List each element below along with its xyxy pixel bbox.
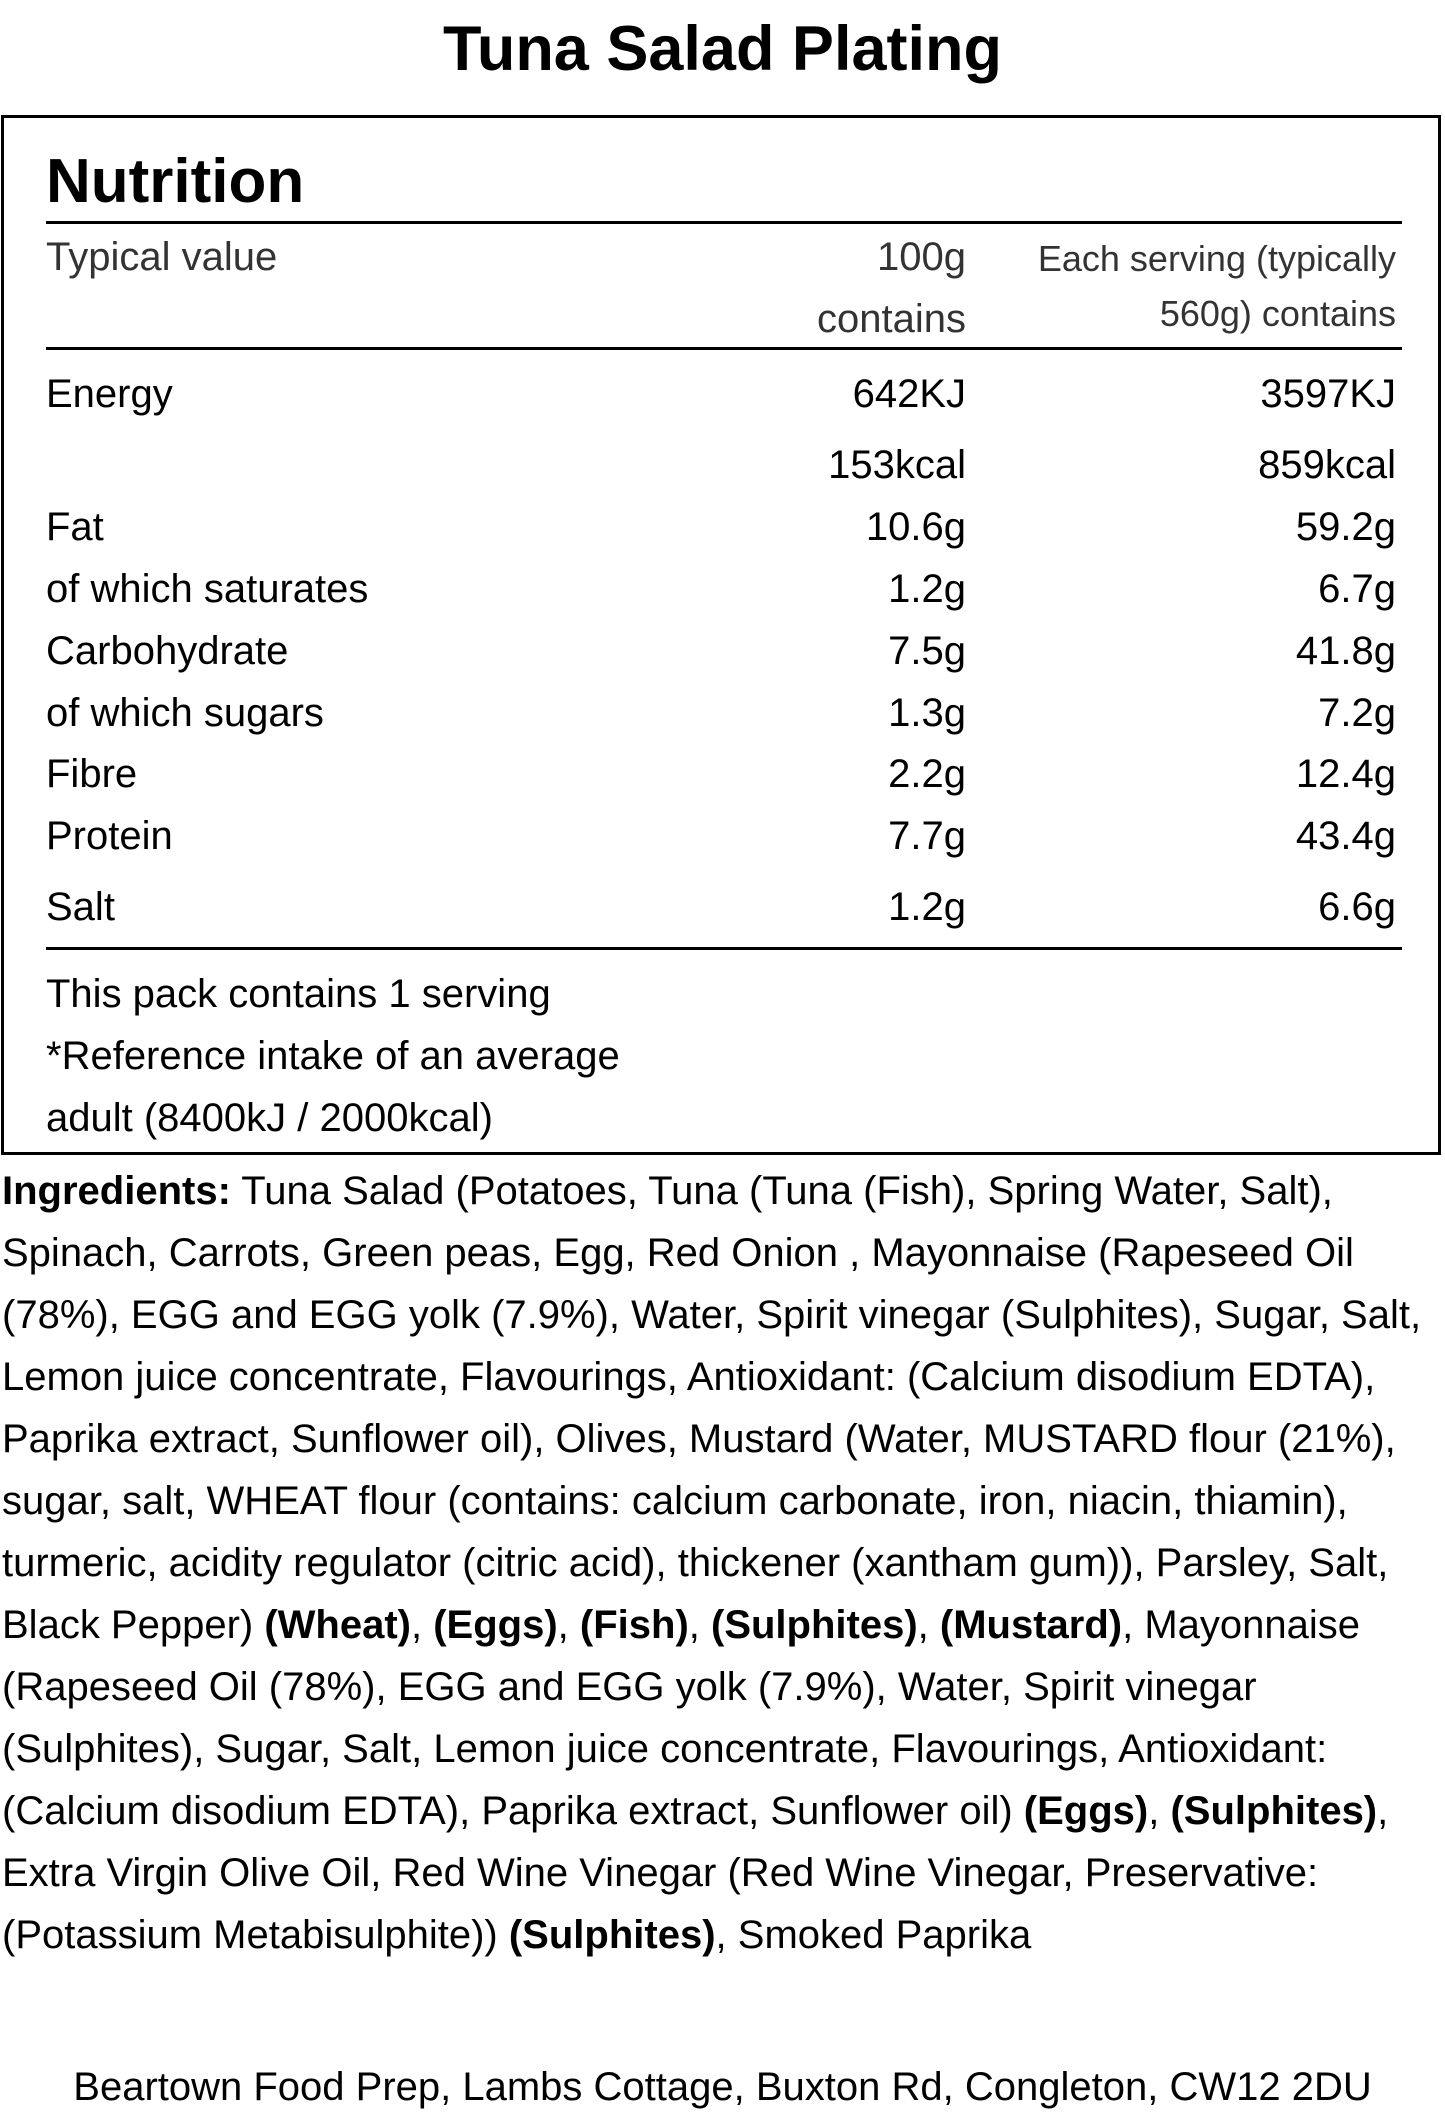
ingredients-text: , Smoked Paprika — [715, 1913, 1032, 1957]
row-serving: 41.8g — [1295, 629, 1396, 673]
row-serving: 7.2g — [1318, 691, 1396, 735]
row-per100: 2.2g — [888, 752, 966, 796]
company-address: Beartown Food Prep, Lambs Cottage, Buxton Rd, Congleton, CW12 2DU — [73, 2065, 1372, 2109]
row-per100: 10.6g — [865, 505, 966, 549]
row-label: Carbohydrate — [46, 629, 289, 673]
header-serving-line2: 560g) contains — [1159, 293, 1396, 334]
row-label: Protein — [46, 814, 173, 858]
header-serving-line1: Each serving (typically — [1037, 238, 1396, 279]
ingredients-text: , — [688, 1603, 711, 1647]
row-label: Fat — [46, 505, 104, 549]
row-label: Fibre — [46, 752, 138, 796]
allergen-fish: (Fish) — [579, 1603, 689, 1647]
header-per100-line1: 100g — [877, 235, 966, 279]
allergen-mustard: (Mustard) — [939, 1603, 1123, 1647]
serving-note-line: adult (8400kJ / 2000kcal) — [46, 1096, 493, 1140]
divider-header — [46, 347, 1402, 350]
row-per100: 7.7g — [888, 814, 966, 858]
ingredients-text: , Mayonnaise (Rapeseed Oil (78%), EGG and EGG yolk (7.9%), Water, Spirit vinegar (Sulphites), Sugar, Salt, Lemon juice concentrate, Flavourings, Antioxidant: (Calcium disodium EDTA), Paprika extract, Sunflower oil) — [2, 1603, 1361, 1833]
row-per100: 1.2g — [888, 567, 966, 611]
serving-note — [46, 963, 620, 1149]
ingredients-paragraph — [2, 1160, 1445, 1966]
ingredients-text: Tuna Salad (Potatoes, Tuna (Tuna (Fish), Spring Water, Salt), Spinach, Carrots, Green peas, Egg, Red Onion , Mayonnaise (Rapeseed Oil (78%), EGG and EGG yolk (7.9%), Water, Spirit vinegar (Sulphites), Sugar, Salt, Lemon juice concentrate, Flavourings, Antioxidant: (Calcium disodium EDTA), Paprika extract, Sunflower oil), Olives, Mustard (Water, MUSTARD flour (21%), sugar, salt, WHEAT flour (contains: calcium carbonate, iron, niacin, thiamin), turmeric, acidity regulator (citric acid), thickener (xantham gum)), Parsley, Salt, Black Pepper) — [2, 1169, 1422, 1647]
allergen-eggs: (Eggs) — [433, 1603, 558, 1647]
row-per100: 642KJ — [852, 372, 966, 416]
row-per100: 7.5g — [888, 629, 966, 673]
ingredients-text: , — [410, 1603, 434, 1647]
header-typical-value: Typical value — [46, 235, 278, 279]
row-serving: 59.2g — [1295, 505, 1396, 549]
row-serving: 6.7g — [1318, 567, 1396, 611]
row-label: Energy — [46, 372, 173, 416]
ingredients-label: Ingredients: — [2, 1169, 231, 1213]
divider-top — [46, 221, 1402, 224]
row-per100: 153kcal — [828, 443, 966, 487]
row-label: Salt — [46, 885, 115, 929]
row-serving: 3597KJ — [1260, 372, 1396, 416]
allergen-sulphites: (Sulphites) — [508, 1913, 716, 1957]
serving-note-line: This pack contains 1 serving — [46, 972, 551, 1016]
ingredients-text: , — [917, 1603, 940, 1647]
allergen-sulphites: (Sulphites) — [711, 1603, 918, 1647]
allergen-wheat: (Wheat) — [264, 1603, 411, 1647]
row-serving: 12.4g — [1295, 752, 1396, 796]
ingredients-text: , — [557, 1603, 580, 1647]
header-per100-line2: contains — [817, 297, 966, 341]
allergen-eggs: (Eggs) — [1023, 1789, 1149, 1833]
row-per100: 1.3g — [888, 691, 966, 735]
nutrition-panel — [1, 115, 1441, 1155]
ingredients-text: , — [1148, 1789, 1171, 1833]
serving-note-line: *Reference intake of an average — [46, 1034, 620, 1078]
row-serving: 6.6g — [1318, 885, 1396, 929]
allergen-sulphites: (Sulphites) — [1170, 1789, 1378, 1833]
row-per100: 1.2g — [888, 885, 966, 929]
nutrition-heading: Nutrition — [46, 147, 305, 216]
page-title: Tuna Salad Plating — [443, 14, 1002, 84]
row-label: of which sugars — [46, 691, 324, 735]
ingredients-text: , Extra Virgin Olive Oil, Red Wine Vinegar (Red Wine Vinegar, Preservative: (Potassium Metabisulphite)) — [2, 1789, 1389, 1957]
row-label: of which saturates — [46, 567, 369, 611]
row-serving: 859kcal — [1258, 443, 1396, 487]
divider-bottom — [46, 947, 1402, 950]
row-serving: 43.4g — [1295, 814, 1396, 858]
